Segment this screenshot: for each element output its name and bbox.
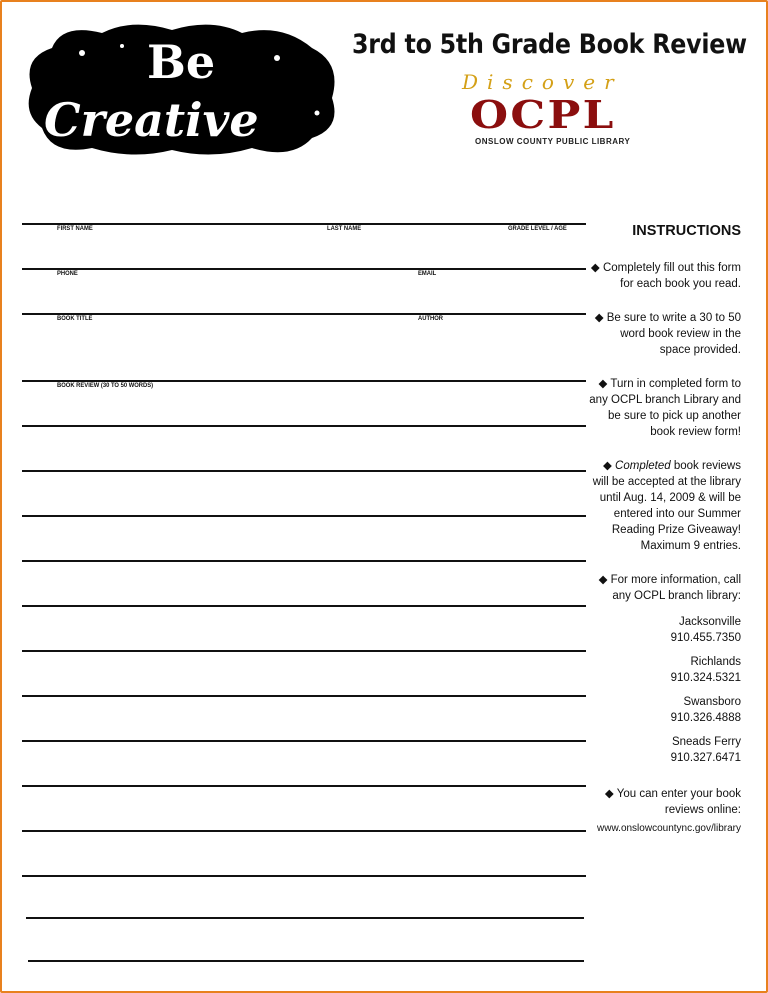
email-label: EMAIL <box>418 270 437 277</box>
review-line[interactable] <box>22 470 586 472</box>
review-line[interactable] <box>22 560 586 562</box>
author-label: AUTHOR <box>418 315 444 322</box>
review-label: BOOK REVIEW (30 TO 50 WORDS) <box>57 382 154 389</box>
instructions-panel <box>589 222 741 836</box>
form-line <box>22 223 586 225</box>
instruction-item: ◆ For more information, call any OCPL branch library: <box>598 574 741 602</box>
form-line <box>22 268 586 270</box>
branch-sneads-ferry: Sneads Ferry 910.327.6471 <box>670 736 741 764</box>
book-title-label: BOOK TITLE <box>57 315 93 322</box>
branch-richlands: Richlands 910.324.5321 <box>670 656 741 684</box>
brand-subtitle: ONSLOW COUNTY PUBLIC LIBRARY <box>475 137 631 146</box>
review-line[interactable] <box>28 960 584 962</box>
review-line[interactable] <box>22 425 586 427</box>
page-title: 3rd to 5th Grade Book Review <box>352 29 747 60</box>
branch-swansboro: Swansboro 910.326.4888 <box>670 696 741 724</box>
instruction-item: ◆ Turn in completed form to any OCPL branch Library and be sure to pick up another book review form! <box>589 378 741 438</box>
svg-text:Be: Be <box>147 35 216 89</box>
review-line[interactable] <box>26 917 584 919</box>
branch-jacksonville: Jacksonville 910.455.7350 <box>670 616 741 644</box>
instruction-item: ◆ Completely fill out this form for each book you read. <box>590 262 741 290</box>
review-line[interactable] <box>22 785 586 787</box>
brand-discover: Discover <box>462 70 623 94</box>
instruction-item: ◆ Completed book reviews will be accepted at the library until Aug. 14, 2009 & will be entered into our Summer Reading Prize Giveaway! Maximum 9 entries. <box>592 460 741 552</box>
review-line[interactable] <box>22 515 586 517</box>
grade-label: GRADE LEVEL / AGE <box>508 225 567 232</box>
instructions-heading: INSTRUCTIONS <box>632 223 741 239</box>
brand-ocpl: OCPL <box>470 92 616 137</box>
review-line[interactable] <box>22 650 586 652</box>
review-line[interactable] <box>22 740 586 742</box>
review-line[interactable] <box>22 695 586 697</box>
instruction-item: ◆ Be sure to write a 30 to 50 word book review in the space provided. <box>594 312 741 356</box>
be-creative-logo <box>22 18 342 160</box>
review-line[interactable] <box>22 875 586 877</box>
library-url-link[interactable]: www.onslowcountync.gov/library <box>597 823 741 834</box>
review-line[interactable] <box>22 605 586 607</box>
review-line[interactable] <box>22 830 586 832</box>
form-line <box>22 313 586 315</box>
svg-text:Creative: Creative <box>44 93 259 147</box>
instruction-item: ◆ You can enter your book reviews online: <box>604 788 741 816</box>
last-name-label: LAST NAME <box>327 225 362 232</box>
first-name-label: FIRST NAME <box>57 225 93 232</box>
phone-label: PHONE <box>57 270 78 277</box>
